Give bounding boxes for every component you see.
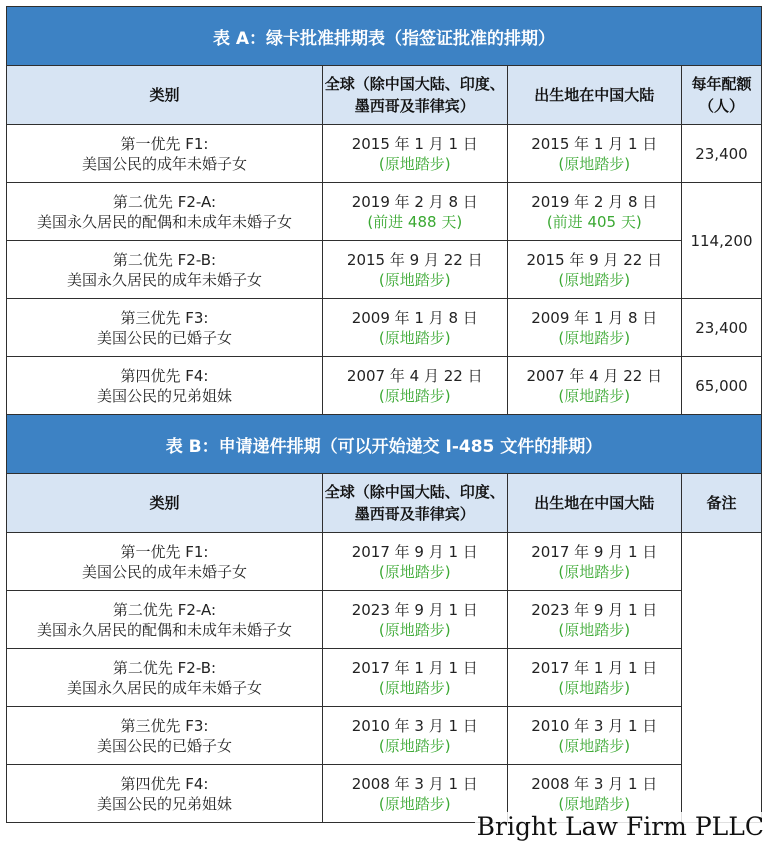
china-date-cell: 2015 年 9 月 22 日 (原地踏步) [507,241,681,299]
table-a-header-quota: 每年配额（人） [681,66,761,125]
visa-bulletin-document [6,6,762,823]
table-b-header-global: 全球（除中国大陆、印度、墨西哥及菲律宾） [322,474,507,533]
quota-cell: 114,200 [681,183,761,299]
table-row [7,591,762,649]
china-date-cell: 2008 年 3 月 1 日 (原地踏步) [507,765,681,823]
category-cell: 第二优先 F2-A: 美国永久居民的配偶和未成年未婚子女 [7,183,323,241]
global-date-cell: 2010 年 3 月 1 日 (原地踏步) [322,707,507,765]
table-a-title: 表 A：绿卡批准排期表（指签证批准的排期） [7,7,762,66]
china-date-cell: 2015 年 1 月 1 日 (原地踏步) [507,125,681,183]
quota-cell: 23,400 [681,125,761,183]
global-date-cell: 2019 年 2 月 8 日 (前进 488 天) [322,183,507,241]
table-b-header-category: 类别 [7,474,323,533]
category-cell: 第一优先 F1: 美国公民的成年未婚子女 [7,533,323,591]
table-row [7,299,762,357]
table-row [7,241,762,299]
global-date-cell: 2017 年 1 月 1 日 (原地踏步) [322,649,507,707]
table-row [7,707,762,765]
china-date-cell: 2009 年 1 月 8 日 (原地踏步) [507,299,681,357]
global-date-cell: 2007 年 4 月 22 日 (原地踏步) [322,357,507,415]
china-date-cell: 2007 年 4 月 22 日 (原地踏步) [507,357,681,415]
table-row [7,183,762,241]
category-cell: 第一优先 F1: 美国公民的成年未婚子女 [7,125,323,183]
china-date-cell: 2017 年 1 月 1 日 (原地踏步) [507,649,681,707]
global-date-cell: 2008 年 3 月 1 日 (原地踏步) [322,765,507,823]
quota-cell: 23,400 [681,299,761,357]
global-date-cell: 2009 年 1 月 8 日 (原地踏步) [322,299,507,357]
table-row [7,649,762,707]
table-a-header-china: 出生地在中国大陆 [507,66,681,125]
table-a-header-global: 全球（除中国大陆、印度、墨西哥及菲律宾） [322,66,507,125]
china-date-cell: 2023 年 9 月 1 日 (原地踏步) [507,591,681,649]
visa-bulletin-table [6,6,762,823]
table-b-title: 表 B：申请递件排期（可以开始递交 I-485 文件的排期） [7,415,762,474]
table-row [7,533,762,591]
table-b-header-notes: 备注 [681,474,761,533]
category-cell: 第二优先 F2-A: 美国永久居民的配偶和未成年未婚子女 [7,591,323,649]
law-firm-watermark: Bright Law Firm PLLC [476,812,764,841]
notes-cell [681,533,761,823]
quota-cell: 65,000 [681,357,761,415]
category-cell: 第四优先 F4: 美国公民的兄弟姐妹 [7,357,323,415]
global-date-cell: 2023 年 9 月 1 日 (原地踏步) [322,591,507,649]
table-row [7,357,762,415]
category-cell: 第二优先 F2-B: 美国永久居民的成年未婚子女 [7,241,323,299]
global-date-cell: 2017 年 9 月 1 日 (原地踏步) [322,533,507,591]
global-date-cell: 2015 年 1 月 1 日 (原地踏步) [322,125,507,183]
china-date-cell: 2010 年 3 月 1 日 (原地踏步) [507,707,681,765]
china-date-cell: 2017 年 9 月 1 日 (原地踏步) [507,533,681,591]
category-cell: 第四优先 F4: 美国公民的兄弟姐妹 [7,765,323,823]
table-a-header-category: 类别 [7,66,323,125]
category-cell: 第三优先 F3: 美国公民的已婚子女 [7,299,323,357]
china-date-cell: 2019 年 2 月 8 日 (前进 405 天) [507,183,681,241]
category-cell: 第二优先 F2-B: 美国永久居民的成年未婚子女 [7,649,323,707]
global-date-cell: 2015 年 9 月 22 日 (原地踏步) [322,241,507,299]
table-row [7,125,762,183]
table-b-header-china: 出生地在中国大陆 [507,474,681,533]
category-cell: 第三优先 F3: 美国公民的已婚子女 [7,707,323,765]
